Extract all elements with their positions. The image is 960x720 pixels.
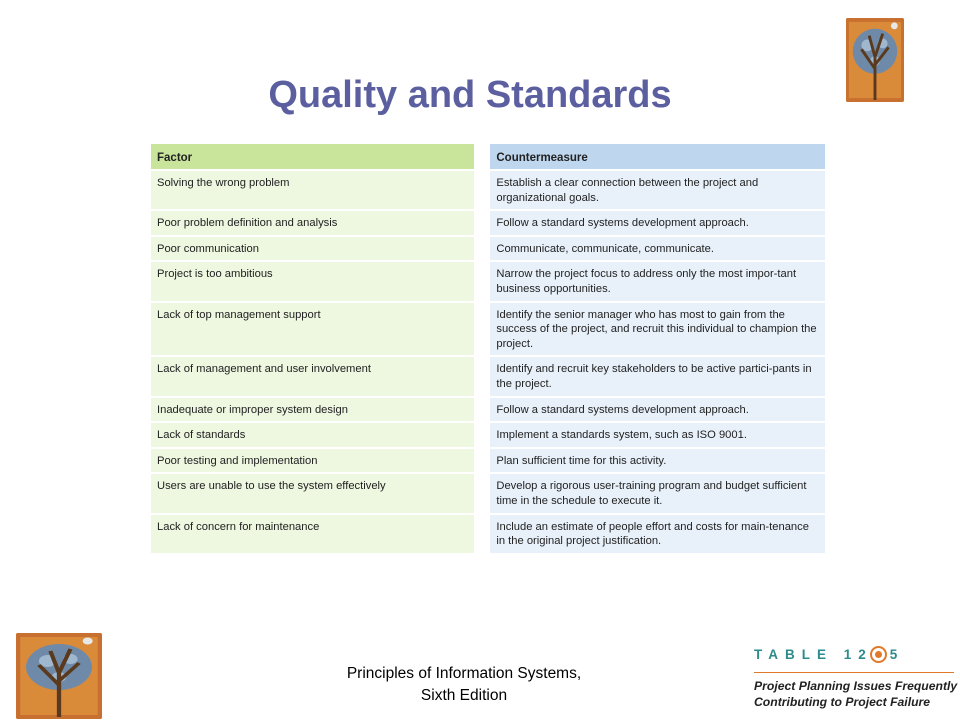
table-number-label [754, 646, 954, 663]
table-row [151, 261, 825, 301]
countermeasure-cell: Develop a rigorous user-training program and budget sufficient time in the schedule to execute it. [490, 473, 825, 513]
factor-header: Factor [151, 144, 474, 170]
slide-title: Quality and Standards [268, 74, 672, 116]
table-row [151, 473, 825, 513]
column-gap [474, 422, 491, 448]
slide-footer [300, 663, 628, 707]
factor-cell: Users are unable to use the system effectively [151, 473, 474, 513]
factor-cell: Poor problem definition and analysis [151, 210, 474, 236]
target-dot-icon [870, 646, 887, 663]
caption-line: Contributing to Project Failure [754, 695, 931, 709]
table-row [151, 448, 825, 474]
factors-table [151, 144, 825, 553]
table-caption [754, 646, 958, 709]
countermeasure-cell: Include an estimate of people effort and costs for main-tenance in the original project justification. [490, 514, 825, 553]
countermeasure-cell: Follow a standard systems development approach. [490, 210, 825, 236]
caption-line: Project Planning Issues Frequently [754, 679, 958, 693]
factor-cell: Poor communication [151, 236, 474, 262]
table-row [151, 210, 825, 236]
table-number-suffix: 5 [889, 647, 905, 662]
factor-cell: Poor testing and implementation [151, 448, 474, 474]
countermeasure-cell: Narrow the project focus to address only the most impor-tant business opportunities. [490, 261, 825, 301]
factor-cell: Solving the wrong problem [151, 170, 474, 210]
column-gap [474, 144, 491, 170]
tree-logo-icon [16, 633, 102, 719]
table-row [151, 514, 825, 553]
countermeasure-cell: Implement a standards system, such as ISO 9001. [490, 422, 825, 448]
factor-cell: Lack of standards [151, 422, 474, 448]
column-gap [474, 236, 491, 262]
countermeasure-cell: Communicate, communicate, communicate. [490, 236, 825, 262]
countermeasure-cell: Identify and recruit key stakeholders to be active partici-pants in the project. [490, 356, 825, 396]
table-row [151, 356, 825, 396]
table-row [151, 302, 825, 357]
caption-divider [754, 672, 954, 673]
column-gap [474, 210, 491, 236]
countermeasure-cell: Follow a standard systems development approach. [490, 397, 825, 423]
factor-cell: Lack of concern for maintenance [151, 514, 474, 553]
column-gap [474, 261, 491, 301]
countermeasure-cell: Plan sufficient time for this activity. [490, 448, 825, 474]
factor-cell: Lack of top management support [151, 302, 474, 357]
table-body [151, 170, 825, 553]
column-gap [474, 170, 491, 210]
column-gap [474, 302, 491, 357]
column-gap [474, 473, 491, 513]
column-gap [474, 448, 491, 474]
table-row [151, 236, 825, 262]
countermeasure-cell: Identify the senior manager who has most to gain from the success of the project, and recruit this individual to champion the project. [490, 302, 825, 357]
factor-cell: Lack of management and user involvement [151, 356, 474, 396]
table-number-prefix: TABLE 12 [754, 647, 873, 662]
table-header-row [151, 144, 825, 170]
table-row [151, 170, 825, 210]
tree-logo-icon [846, 18, 904, 102]
column-gap [474, 514, 491, 553]
factor-cell: Project is too ambitious [151, 261, 474, 301]
table-row [151, 422, 825, 448]
footer-line: Sixth Edition [420, 687, 508, 704]
caption-text [754, 678, 960, 710]
countermeasure-cell: Establish a clear connection between the project and organizational goals. [490, 170, 825, 210]
countermeasure-header: Countermeasure [490, 144, 825, 170]
column-gap [474, 356, 491, 396]
column-gap [474, 397, 491, 423]
table-row [151, 397, 825, 423]
factor-cell: Inadequate or improper system design [151, 397, 474, 423]
footer-line: Principles of Information Systems, [346, 665, 582, 682]
